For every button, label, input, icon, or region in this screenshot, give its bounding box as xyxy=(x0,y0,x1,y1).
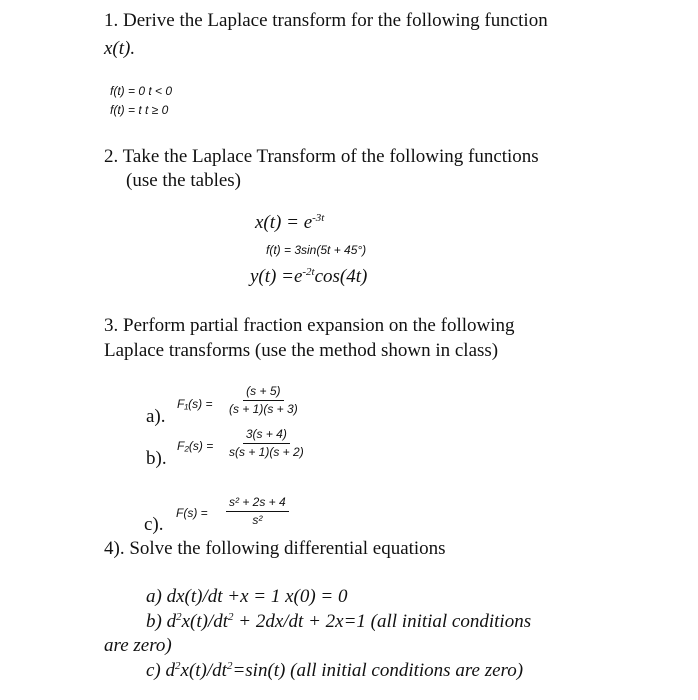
q3-c-label: c). xyxy=(144,514,164,535)
q4-c-rest: =sin(t) (all initial conditions are zero) xyxy=(232,660,524,681)
q2-eq-x-base: x(t) = e xyxy=(255,212,313,233)
q2-eq-y-rhs: cos(4t) xyxy=(314,266,368,287)
q4-b-sup1: 2 xyxy=(176,611,182,623)
q3-c-numerator: s² + 2s + 4 xyxy=(226,495,289,512)
q3-a-numerator: (s + 5) xyxy=(243,384,283,401)
q2-eq-y-exp: -2t xyxy=(302,266,315,278)
q2-eq-x xyxy=(255,212,324,234)
q4-b xyxy=(146,611,531,633)
q4-b-continued: are zero) xyxy=(104,635,172,656)
q3-text-line2: Laplace transforms (use the method shown in class) xyxy=(104,340,499,361)
q1-text-line2: x(t). xyxy=(104,38,136,59)
q4-c-pre: c) d xyxy=(146,660,176,681)
q2-eq-x-exp: -3t xyxy=(312,212,325,224)
q3-b-lhs: F₂(s) = xyxy=(177,439,214,453)
q1-piecewise-2: f(t) = t t ≥ 0 xyxy=(110,103,169,117)
q3-b-fraction xyxy=(226,427,307,460)
q2-eq-y-base: y(t) =e xyxy=(250,266,303,287)
q3-b-numerator: 3(s + 4) xyxy=(243,427,290,444)
q4-b-mid: x(t)/dt xyxy=(181,611,229,632)
q4-b-pre: b) d xyxy=(146,611,177,632)
q4-c xyxy=(146,660,523,682)
q3-c-denominator: s² xyxy=(252,513,263,527)
q4-text-line1: 4). Solve the following differential equations xyxy=(104,538,446,559)
q3-a-denominator: (s + 1)(s + 3) xyxy=(229,402,298,416)
q4-b-rest: + 2dx/dt + 2x=1 (all initial conditions xyxy=(233,611,532,632)
q4-b-sup2: 2 xyxy=(228,611,234,623)
q3-c-fraction xyxy=(226,495,289,528)
q2-text-line2: (use the tables) xyxy=(126,170,242,191)
q1-piecewise-1: f(t) = 0 t < 0 xyxy=(110,84,173,98)
q1-text-line1: 1. Derive the Laplace transform for the following function xyxy=(104,10,548,31)
q3-a-fraction xyxy=(226,384,301,417)
q4-a: a) dx(t)/dt +x = 1 x(0) = 0 xyxy=(146,586,348,607)
q3-c-lhs: F(s) = xyxy=(176,506,208,520)
q3-a-label: a). xyxy=(146,406,166,427)
q3-b-label: b). xyxy=(146,448,167,469)
q2-eq-y xyxy=(250,266,367,288)
q2-text-line1: 2. Take the Laplace Transform of the following functions xyxy=(104,146,539,167)
q4-c-mid: x(t)/dt xyxy=(180,660,227,681)
q3-text-line1: 3. Perform partial fraction expansion on the following xyxy=(104,315,515,336)
q4-c-sup1: 2 xyxy=(175,660,181,672)
q3-a-lhs: F₁(s) = xyxy=(177,397,213,411)
q4-c-sup2: 2 xyxy=(226,660,233,672)
q2-eq-f: f(t) = 3sin(5t + 45°) xyxy=(266,243,367,257)
q3-b-denominator: s(s + 1)(s + 2) xyxy=(229,445,304,459)
